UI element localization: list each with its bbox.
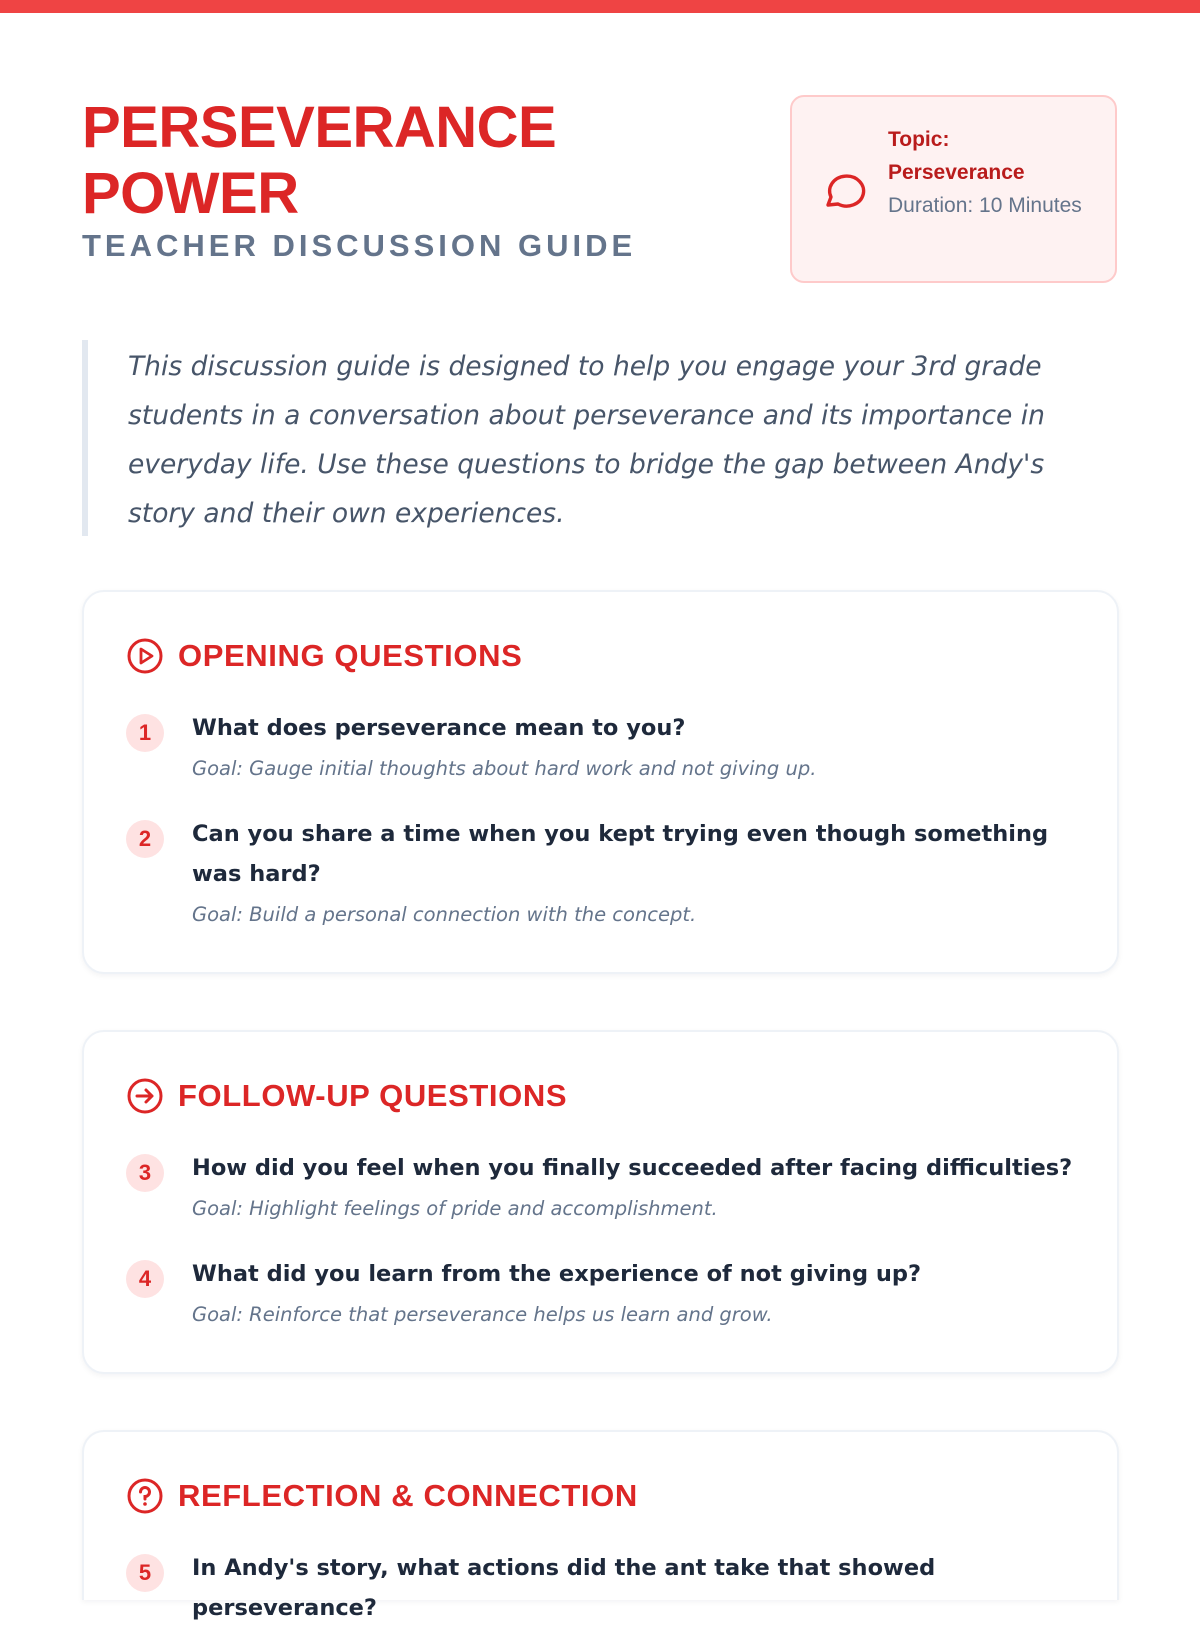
meta-card: [790, 95, 1117, 283]
question-text: Can you share a time when you kept trying even though something was hard?: [192, 821, 1049, 887]
question-number-badge: 4: [126, 1260, 164, 1298]
page-subtitle: TEACHER DISCUSSION GUIDE: [82, 228, 637, 263]
question-number-badge: 5: [126, 1554, 164, 1592]
question-text: What does perseverance mean to you?: [192, 715, 686, 741]
question-item: [126, 1254, 1076, 1344]
question-number-badge: 1: [126, 714, 164, 752]
topic-label: Topic:: [888, 128, 950, 151]
question-circle-icon: [126, 1477, 164, 1515]
duration-text: Duration: 10 Minutes: [888, 194, 1082, 217]
section-title: FOLLOW-UP QUESTIONS: [178, 1078, 568, 1113]
section-reflection-connection: [82, 1430, 1119, 1621]
arrow-right-circle-icon: [126, 1077, 164, 1115]
page-title: PERSEVERANCE POWER: [82, 95, 557, 226]
question-text: How did you feel when you finally succeeded after facing difficulties?: [192, 1155, 1073, 1181]
intro-text: This discussion guide is designed to help you engage your 3rd grade students in a conversation about perseverance and its importance in everyday life. Use these questions to bridge the gap between Andy's story and their own experiences.: [128, 351, 1045, 529]
question-item: [126, 1148, 1076, 1238]
section-opening-questions: [82, 590, 1119, 974]
meta-text: [888, 123, 1088, 222]
question-goal: Goal: Reinforce that perseverance helps us learn and grow.: [192, 1303, 773, 1326]
question-goal: Goal: Build a personal connection with the concept.: [192, 903, 697, 926]
intro-block: [82, 340, 1119, 536]
question-goal: Goal: Highlight feelings of pride and accomplishment.: [192, 1197, 718, 1220]
section-follow-up-questions: [82, 1030, 1119, 1374]
question-item: [126, 708, 1076, 798]
question-text: What did you learn from the experience of not giving up?: [192, 1261, 922, 1287]
topic-value: Perseverance: [888, 161, 1025, 184]
section-header: [126, 1476, 638, 1516]
section-header: [126, 1076, 567, 1116]
play-circle-icon: [126, 637, 164, 675]
question-goal: Goal: Gauge initial thoughts about hard work and not giving up.: [192, 757, 817, 780]
chat-bubble-icon: [820, 167, 868, 215]
question-number-badge: 3: [126, 1154, 164, 1192]
header: [82, 95, 1119, 295]
top-accent-bar: [0, 0, 1200, 13]
question-number-badge: 2: [126, 820, 164, 858]
section-header: [126, 636, 522, 676]
question-item: [126, 814, 1076, 944]
question-text: In Andy's story, what actions did the ant take that showed perseverance?: [192, 1555, 936, 1621]
question-item: [126, 1548, 1076, 1621]
section-title: REFLECTION & CONNECTION: [178, 1478, 638, 1513]
section-title: OPENING QUESTIONS: [178, 638, 523, 673]
